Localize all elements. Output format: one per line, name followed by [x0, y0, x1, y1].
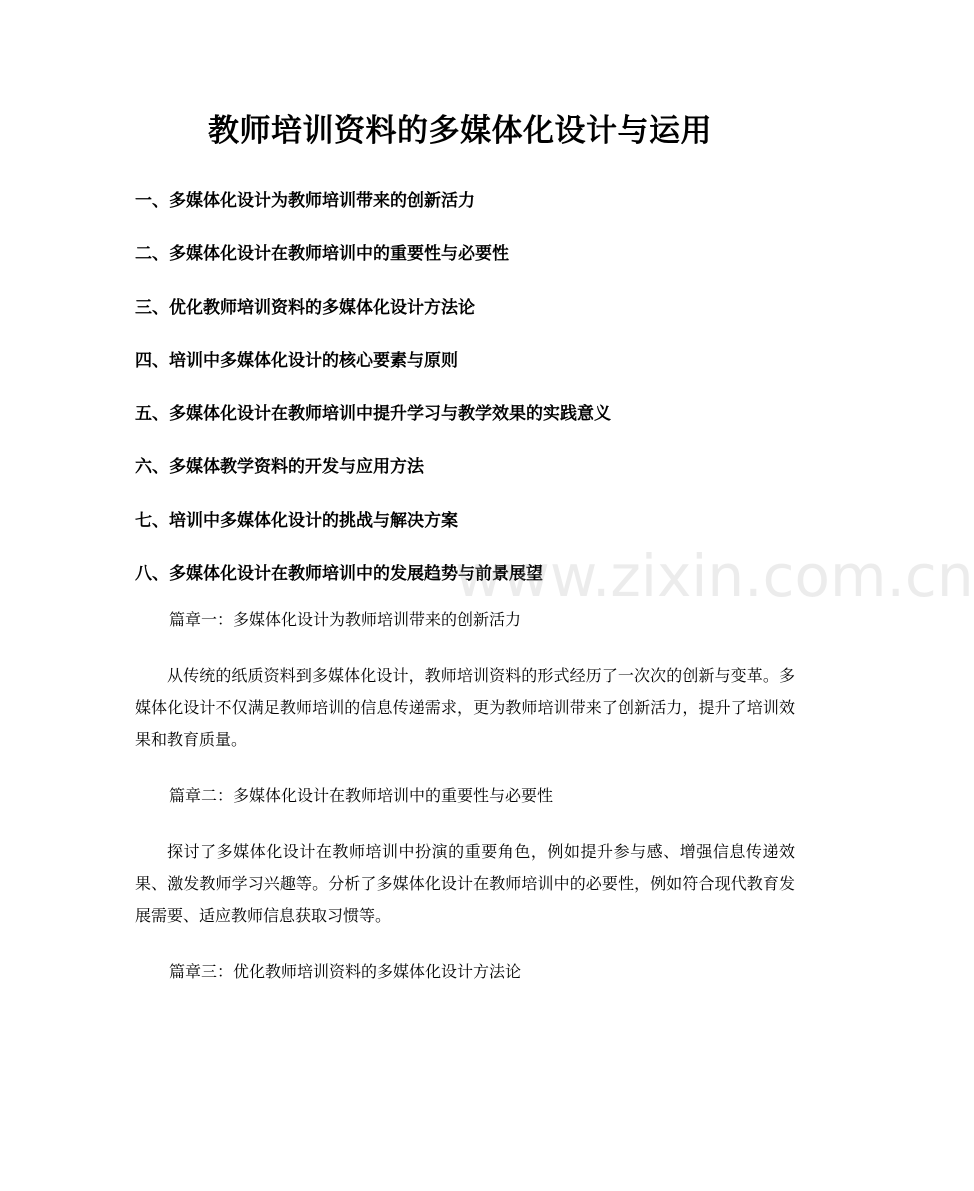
- toc-item-8: 八、多媒体化设计在教师培训中的发展趋势与前景展望: [135, 564, 543, 585]
- watermark: www.zixin.com.cn: [455, 542, 974, 610]
- chapter-3-heading: 篇章三：优化教师培训资料的多媒体化设计方法论: [169, 962, 522, 981]
- table-of-contents: [135, 184, 795, 610]
- toc-item-4: 四、培训中多媒体化设计的核心要素与原则: [135, 350, 458, 371]
- chapter-2-heading: 篇章二：多媒体化设计在教师培训中的重要性与必要性: [169, 786, 554, 805]
- chapter-2-paragraph: 探讨了多媒体化设计在教师培训中扮演的重要角色，例如提升参与感、增强信息传递效果、激发教师学习兴趣等。分析了多媒体化设计在教师培训中的必要性，例如符合现代教育发展需要、适应教师信息获取习惯等。: [135, 842, 795, 925]
- toc-item-3: 三、优化教师培训资料的多媒体化设计方法论: [135, 297, 475, 318]
- toc-item-1: 一、多媒体化设计为教师培训带来的创新活力: [135, 191, 475, 211]
- toc-item-6: 六、多媒体教学资料的开发与应用方法: [135, 457, 424, 478]
- toc-item-5: 五、多媒体化设计在教师培训中提升学习与教学效果的实践意义: [135, 404, 611, 425]
- document-title: 教师培训资料的多媒体化设计与运用: [208, 113, 712, 149]
- document-body: [135, 604, 795, 1012]
- toc-item-7: 七、培训中多媒体化设计的挑战与解决方案: [135, 510, 458, 531]
- toc-item-2: 二、多媒体化设计在教师培训中的重要性与必要性: [135, 244, 509, 265]
- chapter-1-paragraph: 从传统的纸质资料到多媒体化设计，教师培训资料的形式经历了一次次的创新与变革。多媒体化设计不仅满足教师培训的信息传递需求，更为教师培训带来了创新活力，提升了培训效果和教育质量。: [135, 666, 795, 749]
- chapter-1-heading: 篇章一：多媒体化设计为教师培训带来的创新活力: [169, 610, 522, 629]
